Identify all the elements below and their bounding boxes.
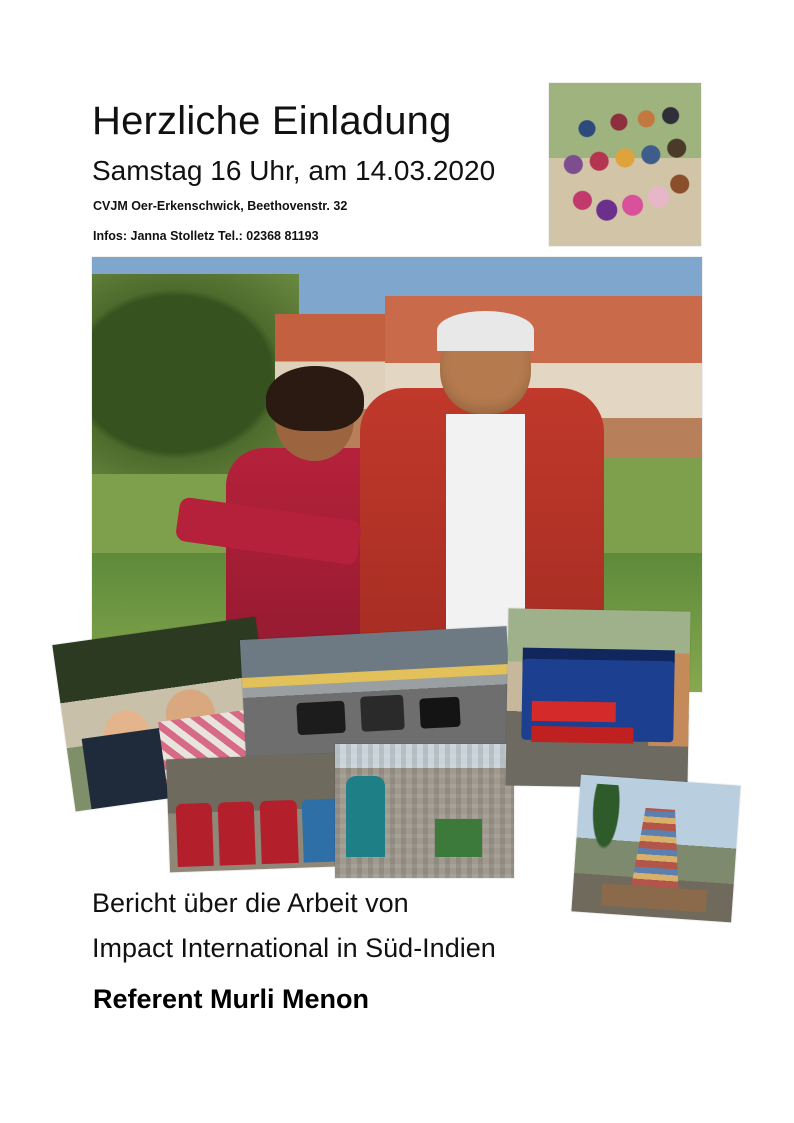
event-datetime: Samstag 16 Uhr, am 14.03.2020 xyxy=(92,155,496,186)
schoolchild-shape xyxy=(175,803,214,867)
cow-shape xyxy=(419,697,461,729)
schoolchild-shape xyxy=(260,800,299,864)
cow-shape xyxy=(360,695,405,732)
group-children-photo xyxy=(549,83,701,246)
report-caption-line-2: Impact International in Süd-Indien xyxy=(92,933,496,963)
vegetation-shape xyxy=(435,819,482,857)
city-rooftops-photo xyxy=(335,744,514,878)
hindu-temple-photo xyxy=(571,775,740,923)
palm-tree-shape xyxy=(585,783,625,862)
woman-hair-shape xyxy=(266,366,364,431)
venue-address: CVJM Oer-Erkenschwick, Beethovenstr. 32 xyxy=(93,199,348,213)
schoolchild-shape xyxy=(218,802,257,866)
contact-info: Infos: Janna Stolletz Tel.: 02368 81193 xyxy=(93,229,319,243)
gopuram-shape xyxy=(618,800,697,890)
man-hair-shape xyxy=(437,311,535,350)
person-teal-shape xyxy=(346,776,385,856)
impact-banner-shape xyxy=(532,701,616,722)
impact-kerala-relief-photo xyxy=(505,608,690,788)
relief-banner-shape xyxy=(532,726,634,744)
page-title: Herzliche Einladung xyxy=(92,99,452,143)
street-banner-shape xyxy=(242,664,509,688)
report-caption-line-1: Bericht über die Arbeit von xyxy=(92,888,409,918)
temple-base-shape xyxy=(601,883,708,912)
tree-shape xyxy=(92,274,299,474)
presenter-name: Referent Murli Menon xyxy=(93,984,370,1014)
school-children-photo xyxy=(166,753,362,873)
cow-shape xyxy=(297,700,347,735)
